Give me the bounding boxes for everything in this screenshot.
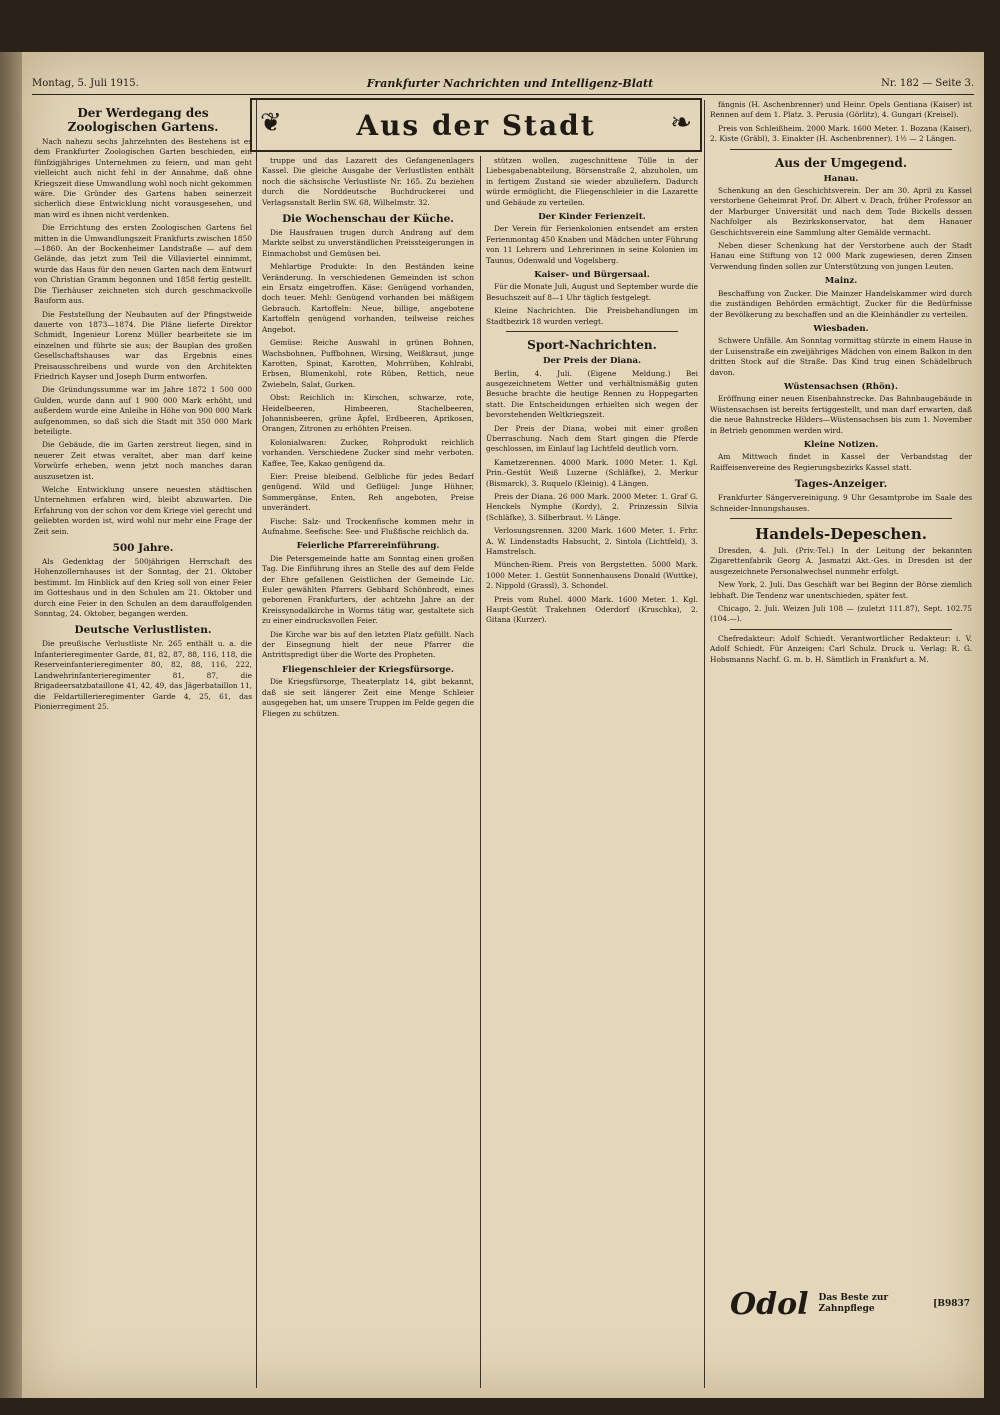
column-3: [486, 156, 698, 1386]
divider: [730, 518, 952, 519]
paragraph: Die Errichtung des ersten Zoologischen Gartens fiel mitten in die Umwandlungszeit Frankfurts zwischen 1850—1860. An der Bockenheimer Landstraße — auf dem Gelände, das jetzt zum Teil die Villaviertel einnimmt, wurde das Haus für den neuen Garten nach dem Entwurf von Christian Gramm begonnen und 1858 fertig gestellt. Die Tierhäuser zeichneten sich durch geschmackvolle Bauform aus.: [34, 223, 252, 306]
divider: [730, 149, 952, 150]
divider: [506, 331, 678, 332]
paragraph: Gemüse: Reiche Auswahl in grünen Bohnen, Wachsbohnen, Puffbohnen, Wirsing, Weißkraut, junge Karotten, Spinat, Karotten, Mohrrüben, Kohlrabi, Erbsen, Blumenkohl, rote Rüben, Rettich, neue Zwiebeln, Salat, Gurken.: [262, 338, 474, 389]
article-subtitle: Der Preis der Diana.: [542, 356, 642, 367]
paragraph: Eröffnung einer neuen Eisenbahnstrecke. Das Bahnbaugebäude in Wüstensachsen ist bereits fertiggestellt, und man darf erwarten, daß die neue Bahnstrecke Hilders—Wüstensachsen bis zum 1. November in Betrieb genommen werden wird.: [710, 394, 972, 435]
paragraph: Die Gründungssumme war im Jahre 1872 1 500 000 Gulden, wurde dann auf 1 900 000 Mark erhöht, und außerdem wurde eine Anleihe in Höhe von 900 000 Mark aufgenommen, so daß sich die Stadt mit 350 000 Mark beteiligte.: [34, 385, 252, 436]
paragraph: Kolonialwaren: Zucker, Rohprodukt reichlich vorhanden. Verschiedene Zucker sind mehr verboten. Kaffee, Tee, Kakao genügend da.: [262, 437, 474, 468]
paragraph: truppe und das Lazarett des Gefangenenlagers Kassel. Die gleiche Ausgabe der Verlustlisten enthält noch die sächsische Verlustliste Nr. 165. Zu beziehen durch die Norddeutsche Buchdruckerei und Verlagsanstalt Berlin SW. 68, Wilhelmstr. 32.: [262, 156, 474, 207]
paragraph: Welche Entwicklung unsere neuesten städtischen Unternehmen erfahren wird, bleibt abzuwarten. Die Erfahrung von der schon vor dem Kriege viel gerecht und geliebten worden ist, wird wohl nur mehr eine Frage der Zeit sein.: [34, 485, 252, 536]
paragraph: Die Kriegsfürsorge, Theaterplatz 14, gibt bekannt, daß sie seit längerer Zeit eine Menge Schleier ausgegeben hat, um unsere Truppen im Felde gegen die Fliegen zu schützen.: [262, 677, 474, 718]
paragraph: Neben dieser Schenkung hat der Verstorbene auch der Stadt Hanau eine Stiftung von 12 000 Mark zugewiesen, deren Zinsen Verwendung finden sollen zur Unterstützung von jungen Leuten.: [710, 241, 972, 271]
paragraph: fängnis (H. Aschenbrenner) und Heinr. Opels Gentiana (Kaiser) ist Rennen auf dem 1. Platz. 3. Perusia (Görlitz), 4. Gungari (Kreisel).: [710, 100, 972, 120]
column-4: [710, 100, 972, 1276]
article-subtitle: Mainz.: [824, 276, 858, 287]
column-divider: [480, 156, 481, 1388]
article-title: Feierliche Pfarrereinführung.: [296, 541, 440, 552]
article-title: Der Werdegang des Zoologischen Gartens.: [67, 106, 219, 134]
paragraph: Frankfurter Sängervereinigung. 9 Uhr Gesamtprobe im Saale des Schneider-Innungshauses.: [710, 493, 972, 513]
paragraph: Am Mittwoch findet in Kassel der Verbandstag der Raiffeisenvereine des Regierungsbezirks Kassel statt.: [710, 452, 972, 472]
paragraph: Der Preis der Diana, wobei mit einer großen Überraschung. Nach dem Start gingen die Pferde geschlossen, im Einlauf lag Lichtfeld deutlich vorn.: [486, 423, 698, 454]
column-divider: [256, 100, 257, 1388]
paragraph: Fische: Salz- und Trockenfische kommen mehr in Aufnahme. Seefische: See- und Flußfische reichlich da.: [262, 516, 474, 536]
book-spine-edge: [0, 52, 22, 1398]
article-title: 500 Jahre.: [112, 542, 174, 555]
paragraph: Verlosungsrennen. 3200 Mark. 1600 Meter. 1. Frhr. A. W. Lindenstadts Habsucht, 2. Sintola (Lichtfeld), 3. Hamstrelsch.: [486, 526, 698, 556]
header-masthead: Frankfurter Nachrichten und Intelligenz-Blatt: [366, 76, 654, 90]
paragraph: Die preußische Verlustliste Nr. 265 enthält u. a. die Infanterieregimenter Garde, 81, 82, 87, 88, 116, 118, die Reserveinfanterieregimenter 80, 82, 88, 116, 222, Landwehrinfanterieregimenter 81, 87, die Brigadeersatzbataillone 41, 42, 49, das Jägerbataillon 11, die Feldartillerieregimenter Garde 4, 25, 61, das Pionierregiment 25.: [34, 639, 252, 711]
imprint: Chefredakteur: Adolf Schiedt. Verantwortlicher Redakteur: i. V. Adolf Schiedt. Für Anzeigen: Carl Schulz. Druck u. Verlag: R. G. Hobsmanns Nachf. G. m. b. H. Sämtlich in Frankfurt a. M.: [710, 633, 972, 664]
paragraph: Der Verein für Ferienkolonien entsendet am ersten Ferienmontag 450 Knaben und Mädchen unter Führung von 11 Lehrern und Lehrerinnen in seine Kolonien im Taunus, Odenwald und Vogelsberg.: [486, 224, 698, 265]
paragraph: Schenkung an den Geschichtsverein. Der am 30. April zu Kassel verstorbene Geheimrat Prof. Dr. Albert v. Drach, früher Professor an der Marburger Universität und nach dem Tode Bickells dessen Nachfolger als Bezirkskonservator, hat dem Hanauer Geschichtsverein eine Sammlung alter Gemälde vermacht.: [710, 186, 972, 237]
newspaper-page: [22, 52, 984, 1398]
paragraph: Beschaffung von Zucker. Die Mainzer Handelskammer wird durch die zuständigen Behörden ermächtigt, Zucker für die Bedürfnisse der Bevölkerung zu beschaffen und an die Kleinhändler zu verteilen.: [710, 288, 972, 319]
section-title: Aus der Stadt: [356, 108, 596, 142]
column-1: [34, 100, 252, 1386]
article-subtitle: Wiesbaden.: [813, 323, 869, 334]
paragraph: Die Kirche war bis auf den letzten Platz gefüllt. Nach der Einsegnung hielt der neue Pfarrer die Antrittspredigt über die Worte des Propheten.: [262, 629, 474, 660]
header-number: Nr. 182 — Seite 3.: [881, 77, 974, 89]
header-rule: [32, 94, 974, 95]
paragraph: Preis der Diana. 26 000 Mark. 2000 Meter. 1. Graf G. Henckels Nymphe (Kordy), 2. Prinzessin Silvia (Schläfke), 3. Silberbraut. ½ Länge.: [486, 491, 698, 522]
article-title: Der Kinder Ferienzeit.: [538, 212, 646, 223]
paragraph: Chicago, 2. Juli. Weizen Juli 108 — (zuletzt 111.87), Sept. 102.75 (104.—).: [710, 604, 972, 624]
paragraph: Obst: Reichlich in: Kirschen, schwarze, rote, Heidelbeeren, Himbeeren, Stachelbeeren, Johannisbeeren, grüne Äpfel, Erdbeeren, Aprikosen, Orangen, Zitronen zu erhöhten Preisen.: [262, 393, 474, 434]
paragraph: München-Riem. Preis von Bergstetten. 5000 Mark. 1000 Meter. 1. Gestüt Sonnenhausens Donald (Wuttke), 2. Nippold (Grassl), 3. Schondel.: [486, 560, 698, 591]
article-title: Aus der Umgegend.: [775, 155, 907, 170]
page-header: [32, 74, 974, 92]
paragraph: Die Petersgemeinde hatte am Sonntag einen großen Tag. Die Einführung ihres an Stelle des auf dem Felde der Ehre gefallenen Geistlichen der Gemeinde Lic. Euler gewählten Pfarrers Gebhard Schönbrodt, eines geborenen Frankfurters, der achtzehn Jahre an der Kreissynodalkirche in Worms tätig war, gestaltete sich zu einer eindrucksvollen Feier.: [262, 553, 474, 626]
header-date: Montag, 5. Juli 1915.: [32, 77, 139, 89]
article-title: Deutsche Verlustlisten.: [74, 624, 212, 637]
paragraph: Die Feststellung der Neubauten auf der Pfingstweide dauerte von 1873—1874. Die Pläne lieferte Direktor Schmidt, Ingenieur Lorenz Müller bearbeitete sie im einzelnen und führte sie aus; der Bauplan des großen Gesellschaftshauses war das Ergebnis eines Preisausschreibens und wurde von den Architekten Friedrich Kayser und Joseph Durm entworfen.: [34, 309, 252, 381]
odol-advertisement: [730, 1284, 970, 1324]
paragraph: Berlin, 4. Juli. (Eigene Meldung.) Bei ausgezeichnetem Wetter und verhältnismäßig guten Besuche brachte die heutige Rennen zu Hoppegarten statt. Die Entscheidungen erhielten sich wegen der bevorstehenden Weltkriegszeit.: [486, 368, 698, 420]
ad-brand: Odol: [730, 1286, 809, 1322]
paragraph: Dresden, 4. Juli. (Priv.-Tel.) In der Leitung der bekannten Zigarettenfabrik Georg A. Jasmatzi Akt.-Ges. in Dresden ist der ausgezeichnete Personalwechsel nunmehr erfolgt.: [710, 546, 972, 576]
paragraph: Kametzerennen. 4000 Mark. 1000 Meter. 1. Kgl. Prin.-Gestüt Weiß Luzerne (Schläfke), 2. Merkur (Bismarck), 3. Ruquelo (Kleinig). 4 Längen.: [486, 457, 698, 488]
ad-slogan: Das Beste zur Zahnpflege: [818, 1293, 889, 1314]
column-2: [262, 156, 474, 1386]
ornament-left-icon: ❦: [260, 108, 282, 138]
column-divider: [704, 100, 705, 1388]
paragraph: Schwere Unfälle. Am Sonntag vormittag stürzte in einem Hause in der Luisenstraße ein zweijähriges Mädchen von einem Balkon in den dritten Stock auf die Straße. Das Kind trug einen Schädelbruch davon.: [710, 336, 972, 377]
ornament-right-icon: ❧: [670, 108, 692, 138]
ad-code: [B9837: [933, 1298, 970, 1309]
paragraph: Mehlartige Produkte: In den Beständen keine Veränderung. In verschiedenen Gemeinden ist schon ein Ersatz eingetroffen. Käse: Genügend vorhanden, doch teuer. Mehl: Genügend vorhanden bei mäßigem Gebrauch. Kartoffeln: Neue, billige, angebotene Kartoffeln genügend vorhanden, teilweise reiches Angebot.: [262, 262, 474, 334]
paragraph: Nach nahezu sechs Jahrzehnten des Bestehens ist es dem Frankfurter Zoologischen Garten beschieden, ein fünfzigjähriges Unternehmen zu feiern, und man geht vielleicht auch nicht fehl in der Annahme, daß ohne Kriegszeit diese Umwandlung wohl noch nicht gekommen wäre. Die Gründer des Gartens haben seinerzeit sicherlich diese Entwicklung nicht vorausgesehen, und man wird es ihnen nicht verdenken.: [34, 137, 252, 219]
section-banner: [250, 98, 702, 152]
paragraph: New York, 2. Juli. Das Geschäft war bei Beginn der Börse ziemlich lebhaft. Die Tendenz war unentschieden, später fest.: [710, 580, 972, 600]
article-title: Fliegenschleier der Kriegsfürsorge.: [282, 664, 454, 675]
article-subtitle: Hanau.: [823, 173, 859, 184]
paragraph: Eier: Preise bleibend. Gelbliche für jedes Bedarf genügend. Wild und Geflügel: Junge Hühner, Sommergänse, Enten, Reh angeboten, Preise unverändert.: [262, 471, 474, 513]
article-title: Kaiser- und Bürgersaal.: [534, 270, 650, 281]
article-title: Sport-Nachrichten.: [527, 338, 657, 353]
paragraph: Preis vom Ruhel. 4000 Mark. 1600 Meter. 1. Kgl. Haupt-Gestüt Trakehnen Oderdorf (Kruschka), 2. Gitana (Kurzer).: [486, 594, 698, 625]
paragraph: Die Gebäude, die im Garten zerstreut liegen, sind in neuerer Zeit etwas veraltet, aber man darf keine Vorwürfe erheben, wenn jetzt noch manches daran auszusetzen ist.: [34, 440, 252, 481]
article-title: Handels-Depeschen.: [755, 525, 927, 543]
paragraph: Als Gedenktag der 500jährigen Herrschaft des Hohenzollernhauses ist der Sonntag, der 21. Oktober bestimmt. Im Hinblick auf den Krieg soll von einer Feier im Gotteshaus und in den Schulen am 21. Oktober und durch eine Feier in den Schulen an dem darauffolgenden Sonntag, 24. Oktober, begangen werden.: [34, 557, 252, 619]
paragraph: Kleine Nachrichten. Die Preisbehandlungen im Stadtbezirk 18 wurden verlegt.: [486, 306, 698, 326]
paragraph: Die Hausfrauen trugen durch Andrang auf dem Markte selbst zu unverständlichen Preissteigerungen in Einmachobst und Gemüsen bei.: [262, 228, 474, 258]
article-title: Tages-Anzeiger.: [794, 478, 888, 491]
article-subtitle: Kleine Notizen.: [803, 439, 879, 450]
article-title: Die Wochenschau der Küche.: [282, 213, 454, 226]
paragraph: Für die Monate Juli, August und September wurde die Besuchszeit auf 8—1 Uhr täglich festgelegt.: [486, 282, 698, 302]
article-subtitle: Wüstensachsen (Rhön).: [783, 381, 898, 392]
divider: [730, 629, 952, 630]
paragraph: Preis von Schleißheim. 2000 Mark. 1600 Meter. 1. Bozana (Kaiser), 2. Kiste (Gräbl), 3. Einakter (H. Aschenbrenner). 1½ — 2 Längen.: [710, 123, 972, 144]
paragraph: stützen wollen, zugeschnittene Tülle in der Liebesgabenabteilung, Börsenstraße 2, abzuholen, um in fertigem Zustand sie wieder abzuliefern. Dadurch würde ermöglicht, die Fliegenschleier in die Lazarette und Gebäude zu verteilen.: [486, 156, 698, 207]
